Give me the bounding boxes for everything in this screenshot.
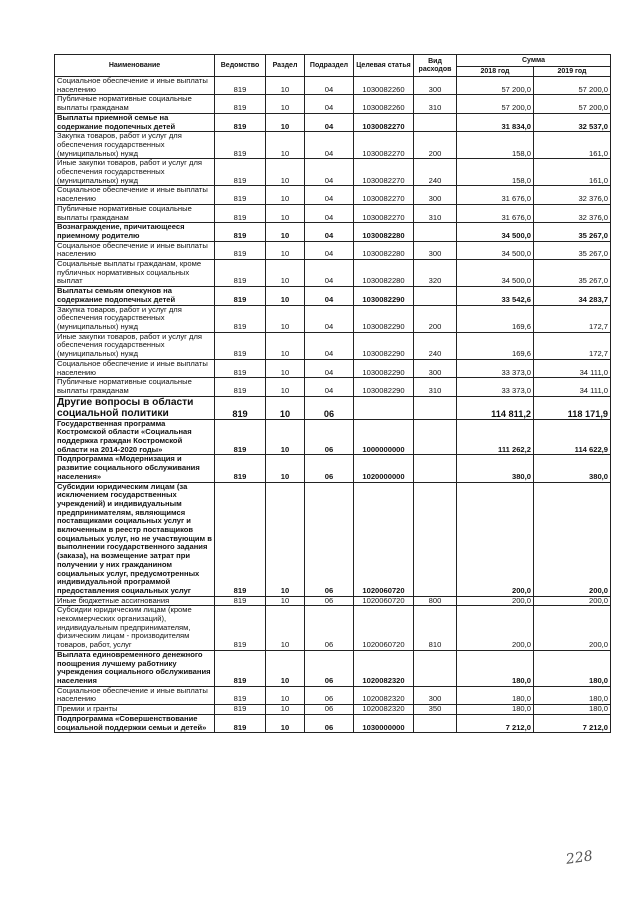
row-name: Выплата единовременного денежного поощрения лучшему работнику учреждения социального обслуживания населения — [55, 650, 215, 686]
row-sum-2019: 7 212,0 — [534, 714, 611, 732]
row-name: Социальные выплаты гражданам, кроме публичных нормативных социальных выплат — [55, 260, 215, 287]
table-row — [55, 482, 611, 596]
row-target: 1030082290 — [354, 332, 414, 359]
row-sum-2019: 180,0 — [534, 705, 611, 715]
row-sum-2019: 35 267,0 — [534, 223, 611, 241]
row-vedomstvo: 819 — [215, 455, 266, 482]
row-vedomstvo: 819 — [215, 241, 266, 259]
row-razdel: 10 — [266, 159, 305, 186]
row-target: 1030082290 — [354, 359, 414, 377]
row-sum-2019: 34 111,0 — [534, 359, 611, 377]
table-row — [55, 287, 611, 305]
row-vid: 310 — [414, 204, 457, 222]
header-summa: Сумма — [457, 55, 611, 67]
table-row — [55, 606, 611, 651]
row-sum-2019: 34 111,0 — [534, 378, 611, 396]
row-vedomstvo: 819 — [215, 650, 266, 686]
row-podrazdel: 04 — [305, 287, 354, 305]
table-row — [55, 686, 611, 704]
row-sum-2019: 200,0 — [534, 606, 611, 651]
table-row — [55, 260, 611, 287]
table-row — [55, 359, 611, 377]
row-podrazdel: 06 — [305, 419, 354, 455]
row-razdel: 10 — [266, 606, 305, 651]
row-razdel: 10 — [266, 650, 305, 686]
row-vid — [414, 455, 457, 482]
row-sum-2018: 180,0 — [457, 650, 534, 686]
row-name: Выплаты семьям опекунов на содержание подопечных детей — [55, 287, 215, 305]
row-vid: 300 — [414, 686, 457, 704]
header-year-2019: 2019 год — [534, 67, 611, 77]
row-target: 1030082290 — [354, 287, 414, 305]
row-razdel: 10 — [266, 396, 305, 419]
table-row — [55, 650, 611, 686]
row-podrazdel: 04 — [305, 378, 354, 396]
table-row — [55, 241, 611, 259]
row-vid — [414, 223, 457, 241]
row-name: Государственная программа Костромской области «Социальная поддержка граждан Костромской области на 2014-2020 годы» — [55, 419, 215, 455]
row-razdel: 10 — [266, 223, 305, 241]
header-razdel: Раздел — [266, 55, 305, 77]
row-target: 1020060720 — [354, 606, 414, 651]
row-target: 1030082260 — [354, 95, 414, 113]
row-name: Подпрограмма «Модернизация и развитие социального обслуживания населения» — [55, 455, 215, 482]
row-vid: 240 — [414, 159, 457, 186]
row-vedomstvo: 819 — [215, 159, 266, 186]
row-podrazdel: 04 — [305, 95, 354, 113]
row-podrazdel: 06 — [305, 714, 354, 732]
row-vedomstvo: 819 — [215, 332, 266, 359]
row-sum-2018: 169,6 — [457, 305, 534, 332]
row-target — [354, 396, 414, 419]
budget-page — [54, 54, 610, 733]
row-vedomstvo: 819 — [215, 204, 266, 222]
table-row — [55, 332, 611, 359]
row-podrazdel: 06 — [305, 596, 354, 606]
table-body — [55, 77, 611, 733]
header-year-2018: 2018 год — [457, 67, 534, 77]
row-vedomstvo: 819 — [215, 359, 266, 377]
row-sum-2018: 158,0 — [457, 159, 534, 186]
row-sum-2018: 33 373,0 — [457, 378, 534, 396]
header-vid: Вид расходов — [414, 55, 457, 77]
page-number-mark: 228 — [565, 848, 594, 868]
row-name: Вознаграждение, причитающееся приемному родителю — [55, 223, 215, 241]
row-name: Субсидии юридическим лицам (кроме некоммерческих организаций), индивидуальным предпринимателям, физическим лицам - производителям товаров, работ, услуг — [55, 606, 215, 651]
row-podrazdel: 04 — [305, 241, 354, 259]
row-sum-2019: 380,0 — [534, 455, 611, 482]
row-name: Социальное обеспечение и иные выплаты населению — [55, 686, 215, 704]
row-razdel: 10 — [266, 287, 305, 305]
row-sum-2019: 200,0 — [534, 596, 611, 606]
row-sum-2018: 31 676,0 — [457, 186, 534, 204]
row-name: Социальное обеспечение и иные выплаты населению — [55, 359, 215, 377]
row-razdel: 10 — [266, 113, 305, 131]
row-vedomstvo: 819 — [215, 606, 266, 651]
row-podrazdel: 04 — [305, 260, 354, 287]
row-sum-2019: 200,0 — [534, 482, 611, 596]
row-razdel: 10 — [266, 332, 305, 359]
row-sum-2019: 34 283,7 — [534, 287, 611, 305]
row-vedomstvo: 819 — [215, 419, 266, 455]
row-sum-2019: 114 622,9 — [534, 419, 611, 455]
row-target: 1030082270 — [354, 186, 414, 204]
row-podrazdel: 04 — [305, 305, 354, 332]
row-vid: 800 — [414, 596, 457, 606]
row-name: Другие вопросы в области социальной политики — [55, 396, 215, 419]
row-vedomstvo: 819 — [215, 77, 266, 95]
row-sum-2018: 111 262,2 — [457, 419, 534, 455]
row-vedomstvo: 819 — [215, 596, 266, 606]
row-target: 1020082320 — [354, 705, 414, 715]
row-vid: 810 — [414, 606, 457, 651]
row-sum-2018: 31 676,0 — [457, 204, 534, 222]
row-razdel: 10 — [266, 77, 305, 95]
row-sum-2019: 35 267,0 — [534, 260, 611, 287]
row-name: Премии и гранты — [55, 705, 215, 715]
row-sum-2018: 34 500,0 — [457, 241, 534, 259]
row-vid: 310 — [414, 378, 457, 396]
row-name: Социальное обеспечение и иные выплаты населению — [55, 186, 215, 204]
table-row — [55, 159, 611, 186]
table-row — [55, 223, 611, 241]
row-vedomstvo: 819 — [215, 705, 266, 715]
row-sum-2018: 200,0 — [457, 606, 534, 651]
row-razdel: 10 — [266, 705, 305, 715]
row-razdel: 10 — [266, 455, 305, 482]
row-name: Публичные нормативные социальные выплаты гражданам — [55, 95, 215, 113]
row-vedomstvo: 819 — [215, 287, 266, 305]
header-target: Целевая статья — [354, 55, 414, 77]
row-vid: 320 — [414, 260, 457, 287]
row-vedomstvo: 819 — [215, 132, 266, 159]
row-podrazdel: 06 — [305, 455, 354, 482]
header-name: Наименование — [55, 55, 215, 77]
row-sum-2018: 158,0 — [457, 132, 534, 159]
row-sum-2018: 200,0 — [457, 482, 534, 596]
row-name: Закупка товаров, работ и услуг для обеспечения государственных (муниципальных) нужд — [55, 132, 215, 159]
row-vid: 240 — [414, 332, 457, 359]
row-podrazdel: 06 — [305, 396, 354, 419]
row-target: 1020082320 — [354, 686, 414, 704]
table-row — [55, 113, 611, 131]
row-sum-2018: 380,0 — [457, 455, 534, 482]
row-vid: 300 — [414, 359, 457, 377]
row-sum-2018: 57 200,0 — [457, 77, 534, 95]
row-vedomstvo: 819 — [215, 95, 266, 113]
row-name: Субсидии юридическим лицам (за исключением государственных учреждений) и индивидуальным предпринимателям, являющимся поставщиками социальных услуг и включенным в реестр поставщиков социальных услуг, но не участвующим в выполнении государственного задания (заказа), на возмещение затрат при получении у них гражданином социальных услуг, предусмотренных индивидуальной программой предоставления социальных услуг — [55, 482, 215, 596]
row-target: 1020060720 — [354, 482, 414, 596]
row-vedomstvo: 819 — [215, 482, 266, 596]
row-target: 1030082270 — [354, 132, 414, 159]
row-razdel: 10 — [266, 186, 305, 204]
row-sum-2018: 34 500,0 — [457, 223, 534, 241]
row-sum-2019: 57 200,0 — [534, 77, 611, 95]
row-target: 1030082280 — [354, 260, 414, 287]
table-row — [55, 132, 611, 159]
row-sum-2018: 33 542,6 — [457, 287, 534, 305]
row-name: Закупка товаров, работ и услуг для обеспечения государственных (муниципальных) нужд — [55, 305, 215, 332]
row-sum-2019: 172,7 — [534, 305, 611, 332]
row-vid — [414, 113, 457, 131]
row-name: Выплаты приемной семье на содержание подопечных детей — [55, 113, 215, 131]
row-podrazdel: 06 — [305, 686, 354, 704]
row-razdel: 10 — [266, 241, 305, 259]
row-vid: 300 — [414, 241, 457, 259]
row-target: 1030082270 — [354, 159, 414, 186]
row-target: 1020060720 — [354, 596, 414, 606]
row-target: 1030082290 — [354, 378, 414, 396]
row-razdel: 10 — [266, 686, 305, 704]
row-podrazdel: 04 — [305, 359, 354, 377]
table-row — [55, 186, 611, 204]
row-sum-2018: 114 811,2 — [457, 396, 534, 419]
table-row — [55, 396, 611, 419]
row-vedomstvo: 819 — [215, 223, 266, 241]
row-sum-2018: 200,0 — [457, 596, 534, 606]
row-sum-2019: 180,0 — [534, 686, 611, 704]
row-target: 1030082260 — [354, 77, 414, 95]
row-name: Подпрограмма «Совершенствование социальной поддержки семьи и детей» — [55, 714, 215, 732]
row-razdel: 10 — [266, 482, 305, 596]
table-row — [55, 305, 611, 332]
table-row — [55, 378, 611, 396]
table-row — [55, 596, 611, 606]
row-razdel: 10 — [266, 419, 305, 455]
row-target: 1030082290 — [354, 305, 414, 332]
row-razdel: 10 — [266, 305, 305, 332]
row-target: 1030082280 — [354, 223, 414, 241]
row-sum-2019: 32 376,0 — [534, 204, 611, 222]
row-vedomstvo: 819 — [215, 714, 266, 732]
row-vid — [414, 396, 457, 419]
row-vedomstvo: 819 — [215, 378, 266, 396]
row-sum-2019: 161,0 — [534, 159, 611, 186]
row-vid: 350 — [414, 705, 457, 715]
row-sum-2019: 35 267,0 — [534, 241, 611, 259]
row-sum-2019: 118 171,9 — [534, 396, 611, 419]
row-podrazdel: 04 — [305, 186, 354, 204]
table-row — [55, 204, 611, 222]
row-vedomstvo: 819 — [215, 396, 266, 419]
row-podrazdel: 06 — [305, 650, 354, 686]
row-vid: 200 — [414, 305, 457, 332]
row-sum-2019: 32 376,0 — [534, 186, 611, 204]
row-vedomstvo: 819 — [215, 305, 266, 332]
row-razdel: 10 — [266, 260, 305, 287]
row-vid: 300 — [414, 77, 457, 95]
table-row — [55, 419, 611, 455]
row-target: 1030082280 — [354, 241, 414, 259]
row-vid — [414, 650, 457, 686]
header-podrazdel: Подраздел — [305, 55, 354, 77]
table-row — [55, 714, 611, 732]
row-sum-2018: 33 373,0 — [457, 359, 534, 377]
row-razdel: 10 — [266, 95, 305, 113]
row-podrazdel: 06 — [305, 705, 354, 715]
row-sum-2019: 172,7 — [534, 332, 611, 359]
row-target: 1000000000 — [354, 419, 414, 455]
row-vedomstvo: 819 — [215, 260, 266, 287]
header-vedomstvo: Ведомство — [215, 55, 266, 77]
row-podrazdel: 06 — [305, 606, 354, 651]
row-podrazdel: 06 — [305, 482, 354, 596]
row-vid: 300 — [414, 186, 457, 204]
row-podrazdel: 04 — [305, 77, 354, 95]
table-row — [55, 455, 611, 482]
row-sum-2019: 161,0 — [534, 132, 611, 159]
row-podrazdel: 04 — [305, 204, 354, 222]
row-vedomstvo: 819 — [215, 186, 266, 204]
row-target: 1030082270 — [354, 113, 414, 131]
row-sum-2019: 180,0 — [534, 650, 611, 686]
row-sum-2018: 180,0 — [457, 705, 534, 715]
row-name: Иные закупки товаров, работ и услуг для обеспечения государственных (муниципальных) нужд — [55, 159, 215, 186]
row-podrazdel: 04 — [305, 223, 354, 241]
table-row — [55, 77, 611, 95]
row-sum-2018: 180,0 — [457, 686, 534, 704]
row-vid: 200 — [414, 132, 457, 159]
row-podrazdel: 04 — [305, 159, 354, 186]
row-vid: 310 — [414, 95, 457, 113]
row-vedomstvo: 819 — [215, 686, 266, 704]
row-sum-2018: 7 212,0 — [457, 714, 534, 732]
row-vid — [414, 419, 457, 455]
row-razdel: 10 — [266, 132, 305, 159]
row-vid — [414, 287, 457, 305]
row-razdel: 10 — [266, 596, 305, 606]
row-name: Иные бюджетные ассигнования — [55, 596, 215, 606]
row-razdel: 10 — [266, 359, 305, 377]
row-razdel: 10 — [266, 204, 305, 222]
row-target: 1020082320 — [354, 650, 414, 686]
row-target: 1030082270 — [354, 204, 414, 222]
row-vid — [414, 714, 457, 732]
table-row — [55, 705, 611, 715]
row-razdel: 10 — [266, 714, 305, 732]
row-podrazdel: 04 — [305, 113, 354, 131]
row-vedomstvo: 819 — [215, 113, 266, 131]
row-sum-2018: 34 500,0 — [457, 260, 534, 287]
row-sum-2018: 57 200,0 — [457, 95, 534, 113]
row-name: Социальное обеспечение и иные выплаты населению — [55, 77, 215, 95]
row-sum-2018: 169,6 — [457, 332, 534, 359]
row-sum-2019: 32 537,0 — [534, 113, 611, 131]
row-sum-2019: 57 200,0 — [534, 95, 611, 113]
row-razdel: 10 — [266, 378, 305, 396]
row-name: Публичные нормативные социальные выплаты гражданам — [55, 204, 215, 222]
row-target: 1030000000 — [354, 714, 414, 732]
row-name: Иные закупки товаров, работ и услуг для обеспечения государственных (муниципальных) нужд — [55, 332, 215, 359]
row-podrazdel: 04 — [305, 332, 354, 359]
table-row — [55, 95, 611, 113]
row-vid — [414, 482, 457, 596]
row-name: Публичные нормативные социальные выплаты гражданам — [55, 378, 215, 396]
row-sum-2018: 31 834,0 — [457, 113, 534, 131]
budget-table — [54, 54, 611, 733]
row-podrazdel: 04 — [305, 132, 354, 159]
row-name: Социальное обеспечение и иные выплаты населению — [55, 241, 215, 259]
row-target: 1020000000 — [354, 455, 414, 482]
